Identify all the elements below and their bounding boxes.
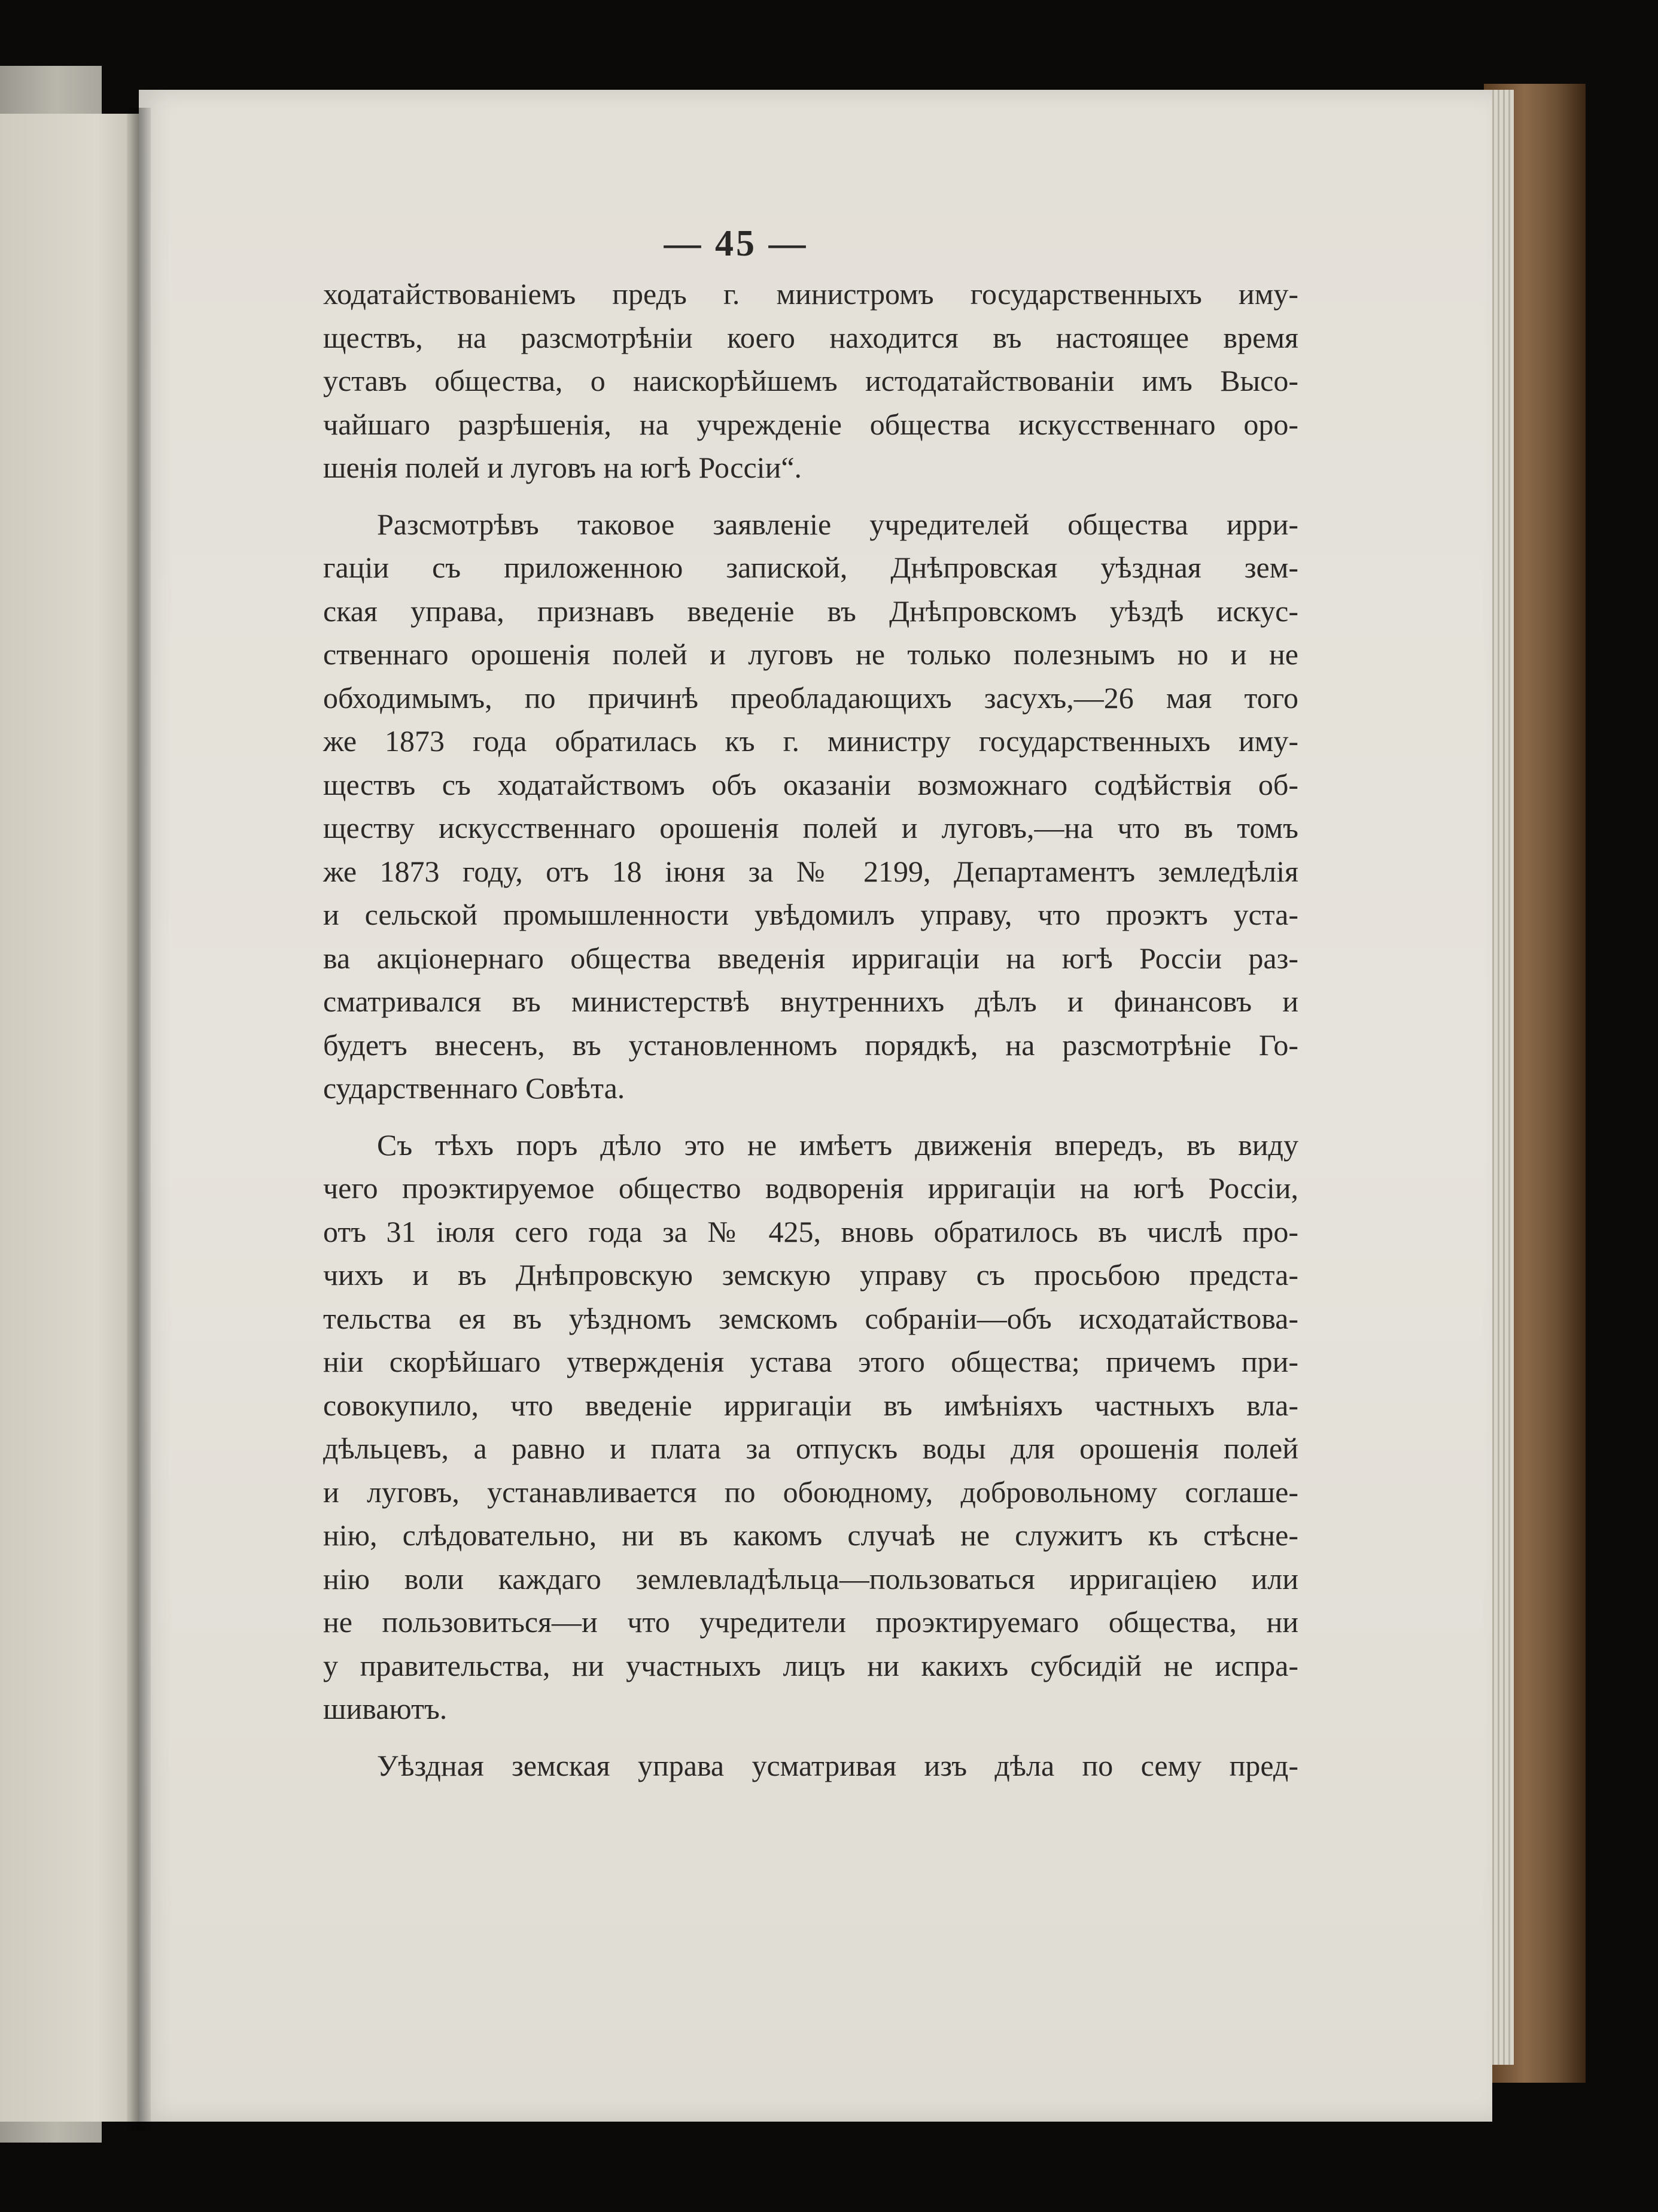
- text-line: и луговъ, устанавливается по обоюдному, добровольному соглаше-: [323, 1475, 1298, 1509]
- text-line: ществъ съ ходатайствомъ объ оказаніи возможнаго содѣйствія об-: [323, 767, 1298, 801]
- text-line: нію воли каждаго землевладѣльца—пользоваться ирригаціею или: [323, 1561, 1298, 1596]
- text-line: уставъ общества, о наискорѣйшемъ истодатайствованіи имъ Высо-: [323, 364, 1298, 397]
- text-line: нію, слѣдовательно, ни въ какомъ случаѣ не служитъ къ стѣсне-: [323, 1518, 1298, 1552]
- text-line: шиваютъ.: [323, 1692, 448, 1725]
- text-line: тельства ея въ уѣздномъ земскомъ собраніи—объ исходатайствова-: [323, 1301, 1298, 1335]
- text-line: не пользовиться—и что учредители проэктируемаго общества, ни: [323, 1605, 1298, 1639]
- text-line: ходатайствованіемъ предъ г. министромъ государственныхъ иму-: [323, 277, 1298, 311]
- text-line: ственнаго орошенія полей и луговъ не только полезнымъ но и не: [323, 637, 1298, 671]
- text-line: у правительства, ни участныхъ лицъ ни какихъ субсидій не испра-: [323, 1648, 1298, 1682]
- text-line: обходимымъ, по причинѣ преобладающихъ засухъ,—26 мая того: [323, 680, 1298, 715]
- page-number: — 45 —: [664, 223, 808, 264]
- paragraph-4: [323, 1744, 1298, 1788]
- text-line: ская управа, признавъ введеніе въ Днѣпровскомъ уѣздѣ искус-: [323, 594, 1298, 628]
- text-line: совокупило, что введеніе ирригаціи въ имѣніяхъ частныхъ вла-: [323, 1388, 1298, 1422]
- text-line: шенія полей и луговъ на югѣ Россіи“.: [323, 451, 802, 484]
- text-line: сударственнаго Совѣта.: [323, 1071, 625, 1105]
- text-line: дѣльцевъ, а равно и плата за отпускъ воды для орошенія полей: [323, 1432, 1298, 1465]
- text-line: ва акціонернаго общества введенія ирригаціи на югѣ Россіи раз-: [323, 941, 1298, 975]
- body-text: [323, 272, 1298, 1787]
- paragraph-3: [323, 1123, 1298, 1731]
- text-line: чего проэктируемое общество водворенія ирригаціи на югѣ Россіи,: [323, 1171, 1298, 1205]
- text-line: отъ 31 іюля сего года за № 425, вновь обратилось въ числѣ про-: [323, 1214, 1298, 1248]
- text-line: чайшаго разрѣшенія, на учрежденіе общества искусственнаго оро-: [323, 407, 1298, 441]
- spine-shadow: [127, 108, 151, 2131]
- text-line: ніи скорѣйшаго утвержденія устава этого общества; причемъ при-: [323, 1345, 1298, 1378]
- text-line: сматривался въ министерствѣ внутреннихъ дѣлъ и финансовъ и: [323, 985, 1298, 1018]
- text-line: будетъ внесенъ, въ установленномъ порядкѣ, на разсмотрѣніе Го-: [323, 1028, 1298, 1062]
- text-line: и сельской промышленности увѣдомилъ управу, что проэктъ уста-: [323, 898, 1298, 931]
- text-line: же 1873 году, отъ 18 іюня за № 2199, Департаментъ земледѣлія: [323, 854, 1298, 888]
- text-line: ществъ, на разсмотрѣніи коего находится въ настоящее время: [323, 320, 1298, 354]
- text-line: Разсмотрѣвъ таковое заявленіе учредителей общества ирри-: [377, 507, 1298, 541]
- paragraph-2: [323, 503, 1298, 1110]
- text-line: Съ тѣхъ поръ дѣло это не имѣетъ движенія впередъ, въ виду: [377, 1128, 1298, 1162]
- text-line: чихъ и въ Днѣпровскую земскую управу съ просьбою предста-: [323, 1258, 1298, 1292]
- text-line: ществу искусственнаго орошенія полей и луговъ,—на что въ томъ: [323, 811, 1298, 844]
- paragraph-1: [323, 272, 1298, 490]
- text-line: гаціи съ приложенною запиской, Днѣпровская уѣздная зем-: [323, 551, 1298, 584]
- text-line: же 1873 года обратилась къ г. министру государственныхъ иму-: [323, 724, 1298, 758]
- previous-page-edge: [0, 114, 139, 2122]
- text-line: Уѣздная земская управа усматривая изъ дѣла по сему пред-: [377, 1748, 1298, 1782]
